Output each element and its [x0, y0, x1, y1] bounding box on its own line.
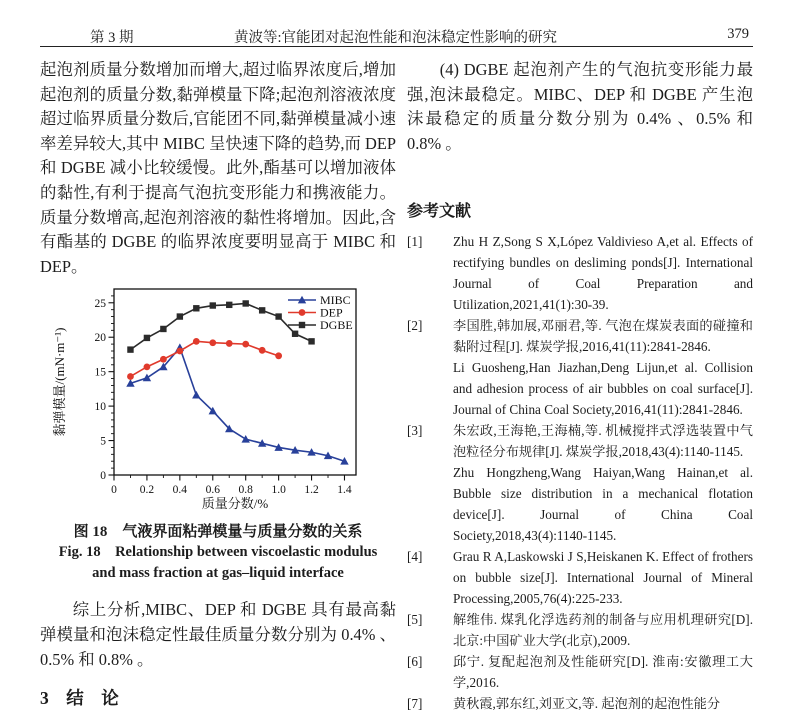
- reference-text: 解维伟. 煤乳化浮选药剂的制备与应用机理研究[D]. 北京:中国矿业大学(北京),2009.: [453, 612, 753, 649]
- reference-label: [2]: [407, 318, 423, 334]
- running-title: 黄波等:官能团对起泡性能和泡沫稳定性影响的研究: [233, 30, 558, 46]
- legend-marker-dep: [299, 309, 306, 316]
- reference-item: [407, 546, 753, 609]
- reference-text: Li Guosheng,Han Jiazhan,Deng Lijun,et al. Collision and adhesion process of air bubbles on coal surface[J]. Journal of China Coal Society,2016,41(11):2841-2846.: [453, 360, 753, 418]
- x-axis-title: 质量分数/%: [201, 496, 269, 512]
- data-point-dgbe: [210, 303, 216, 309]
- data-point-dep: [127, 373, 134, 380]
- reference-body: [453, 231, 753, 315]
- section-heading-conclusion: 3 结 论: [40, 688, 119, 709]
- reference-label: [4]: [407, 549, 423, 565]
- y-tick-label: 20: [94, 332, 106, 345]
- data-point-dep: [160, 356, 167, 363]
- reference-text: 邱宁. 复配起泡剂及性能研究[D]. 淮南:安徽理工大学,2016.: [453, 654, 753, 691]
- x-tick-label: 1.4: [337, 484, 352, 497]
- legend-label-dep: DEP: [320, 305, 343, 320]
- journal-issue: 第 3 期: [90, 30, 134, 46]
- data-point-mibc: [242, 435, 250, 443]
- data-point-dep: [226, 340, 233, 347]
- figure-caption: [40, 522, 396, 584]
- x-tick-label: 0.2: [139, 484, 155, 497]
- data-point-dgbe: [226, 302, 232, 308]
- y-tick-label: 5: [100, 435, 106, 448]
- x-tick-label: 0.8: [238, 484, 253, 497]
- reference-text: 李国胜,韩加展,邓丽君,等. 气泡在煤炭表面的碰撞和黏附过程[J]. 煤炭学报,2016,41(11):2841-2846.: [453, 318, 753, 355]
- summary-paragraph: 综上分析,MIBC、DEP 和 DGBE 具有最高黏弹模量和泡沫稳定性最佳质量分数分别为 0.4% 、0.5% 和 0.8% 。: [40, 600, 396, 669]
- reference-body: [453, 651, 753, 693]
- figure-caption-zh: 图 18 气液界面粘弹模量与质量分数的关系: [73, 524, 363, 541]
- reference-label: [3]: [407, 423, 423, 439]
- reference-label: [1]: [407, 234, 423, 250]
- reference-label: [7]: [407, 696, 423, 712]
- x-tick-label: 0: [111, 484, 117, 497]
- line-chart-svg: [42, 281, 382, 513]
- reference-item: [407, 651, 753, 693]
- viscoelastic-modulus-chart: [42, 281, 396, 518]
- reference-item: [407, 315, 753, 420]
- data-point-dep: [242, 341, 249, 348]
- y-tick-label: 25: [94, 298, 106, 311]
- y-axis-title: 黏弹模量/(mN·m⁻¹): [52, 327, 67, 437]
- legend-label-mibc: MIBC: [320, 293, 351, 308]
- data-point-dep: [176, 348, 183, 355]
- data-point-dep: [144, 364, 151, 371]
- x-tick-label: 0.6: [205, 484, 220, 497]
- data-point-dep: [193, 338, 200, 345]
- reference-item: [407, 231, 753, 315]
- reference-body: [453, 315, 753, 420]
- reference-text: Zhu H Z,Song S X,López Valdivieso A,et al. Effects of rectifying bundles on desliming ponds[J]. International Journal of Coal Preparation and Utilization,2021,41(1):30-39.: [453, 234, 753, 313]
- figure-caption-en-line1: Fig. 18 Relationship between viscoelastic modulus: [58, 544, 378, 561]
- reference-body: [453, 609, 753, 651]
- reference-body: [453, 546, 753, 609]
- reference-item: [407, 420, 753, 546]
- reference-item: [407, 693, 753, 714]
- data-point-dep: [259, 347, 266, 354]
- reference-text: 黄秋霞,郭东红,刘亚文,等. 起泡剂的起泡性能分: [453, 696, 721, 712]
- series-line-dep: [130, 342, 278, 377]
- data-point-dgbe: [275, 314, 281, 320]
- header-rule: [40, 46, 753, 47]
- references-heading: 参考文献: [407, 203, 472, 221]
- legend-label-dgbe: DGBE: [320, 318, 353, 333]
- reference-label: [5]: [407, 612, 423, 628]
- data-point-dgbe: [144, 335, 150, 341]
- y-tick-label: 15: [94, 367, 106, 380]
- references-list: [407, 231, 753, 714]
- conclusion-item-4: (4) DGBE 起泡剂产生的气泡抗变形能力最强,泡沫最稳定。MIBC、DEP 和 DGBE 产生泡沫最稳定的质量分数分别为 0.4% 、0.5% 和 0.8% 。: [407, 60, 753, 153]
- figure-18: [40, 281, 396, 584]
- data-point-dgbe: [292, 331, 298, 337]
- reference-text: 朱宏政,王海艳,王海楠,等. 机械搅拌式浮选装置中气泡粒径分布规律[J]. 煤炭学报,2018,43(4):1140-1145.: [453, 423, 753, 460]
- data-point-dgbe: [193, 305, 199, 311]
- reference-label: [6]: [407, 654, 423, 670]
- reference-item: [407, 609, 753, 651]
- right-column: [407, 58, 753, 714]
- reference-body: [453, 693, 753, 714]
- x-tick-label: 0.4: [172, 484, 188, 497]
- reference-text: Zhu Hongzheng,Wang Haiyan,Wang Hainan,et al. Bubble size distribution in a mechanical flotation device[J]. Journal of China Coal Society,2018,43(4):1140-1145.: [453, 465, 753, 544]
- x-tick-label: 1.2: [304, 484, 319, 497]
- legend-marker-dgbe: [299, 322, 305, 328]
- x-tick-label: 1.0: [271, 484, 286, 497]
- reference-text: Grau R A,Laskowski J S,Heiskanen K. Effect of frothers on bubble size[J]. International Journal of Mineral Processing,2005,76(4):225-233.: [453, 549, 753, 607]
- reference-body: [453, 420, 753, 546]
- left-column: [40, 58, 396, 710]
- data-point-dgbe: [308, 338, 314, 344]
- y-tick-label: 10: [94, 401, 106, 414]
- data-point-dep: [209, 340, 216, 347]
- y-tick-label: 0: [100, 470, 106, 483]
- data-point-dgbe: [243, 301, 249, 307]
- page-number: 379: [727, 26, 749, 42]
- data-point-dgbe: [177, 314, 183, 320]
- data-point-dgbe: [160, 326, 166, 332]
- data-point-mibc: [192, 391, 200, 399]
- data-point-dgbe: [259, 307, 265, 313]
- data-point-dgbe: [127, 347, 133, 353]
- paragraph-continuation: 起泡剂质量分数增加而增大,超过临界浓度后,增加起泡剂的质量分数,黏弹模量下降;起泡剂溶液浓度超过临界质量分数后,官能团不同,黏弹模量减小速率差异较大,其中 MIBC 呈快速下降的趋势,而 DEP 和 DGBE 减小比较缓慢。此外,酯基可以增加液体的黏性,有利于提高气泡抗变形能力和携液能力。质量分数增高,起泡剂溶液的黏性将增加。因此,含有酯基的 DGBE 的临界浓度要明显高于 MIBC 和 DEP。: [40, 60, 396, 276]
- figure-caption-en-line2: and mass fraction at gas–liquid interface: [92, 565, 344, 582]
- data-point-dep: [275, 353, 282, 360]
- data-point-mibc: [143, 374, 151, 382]
